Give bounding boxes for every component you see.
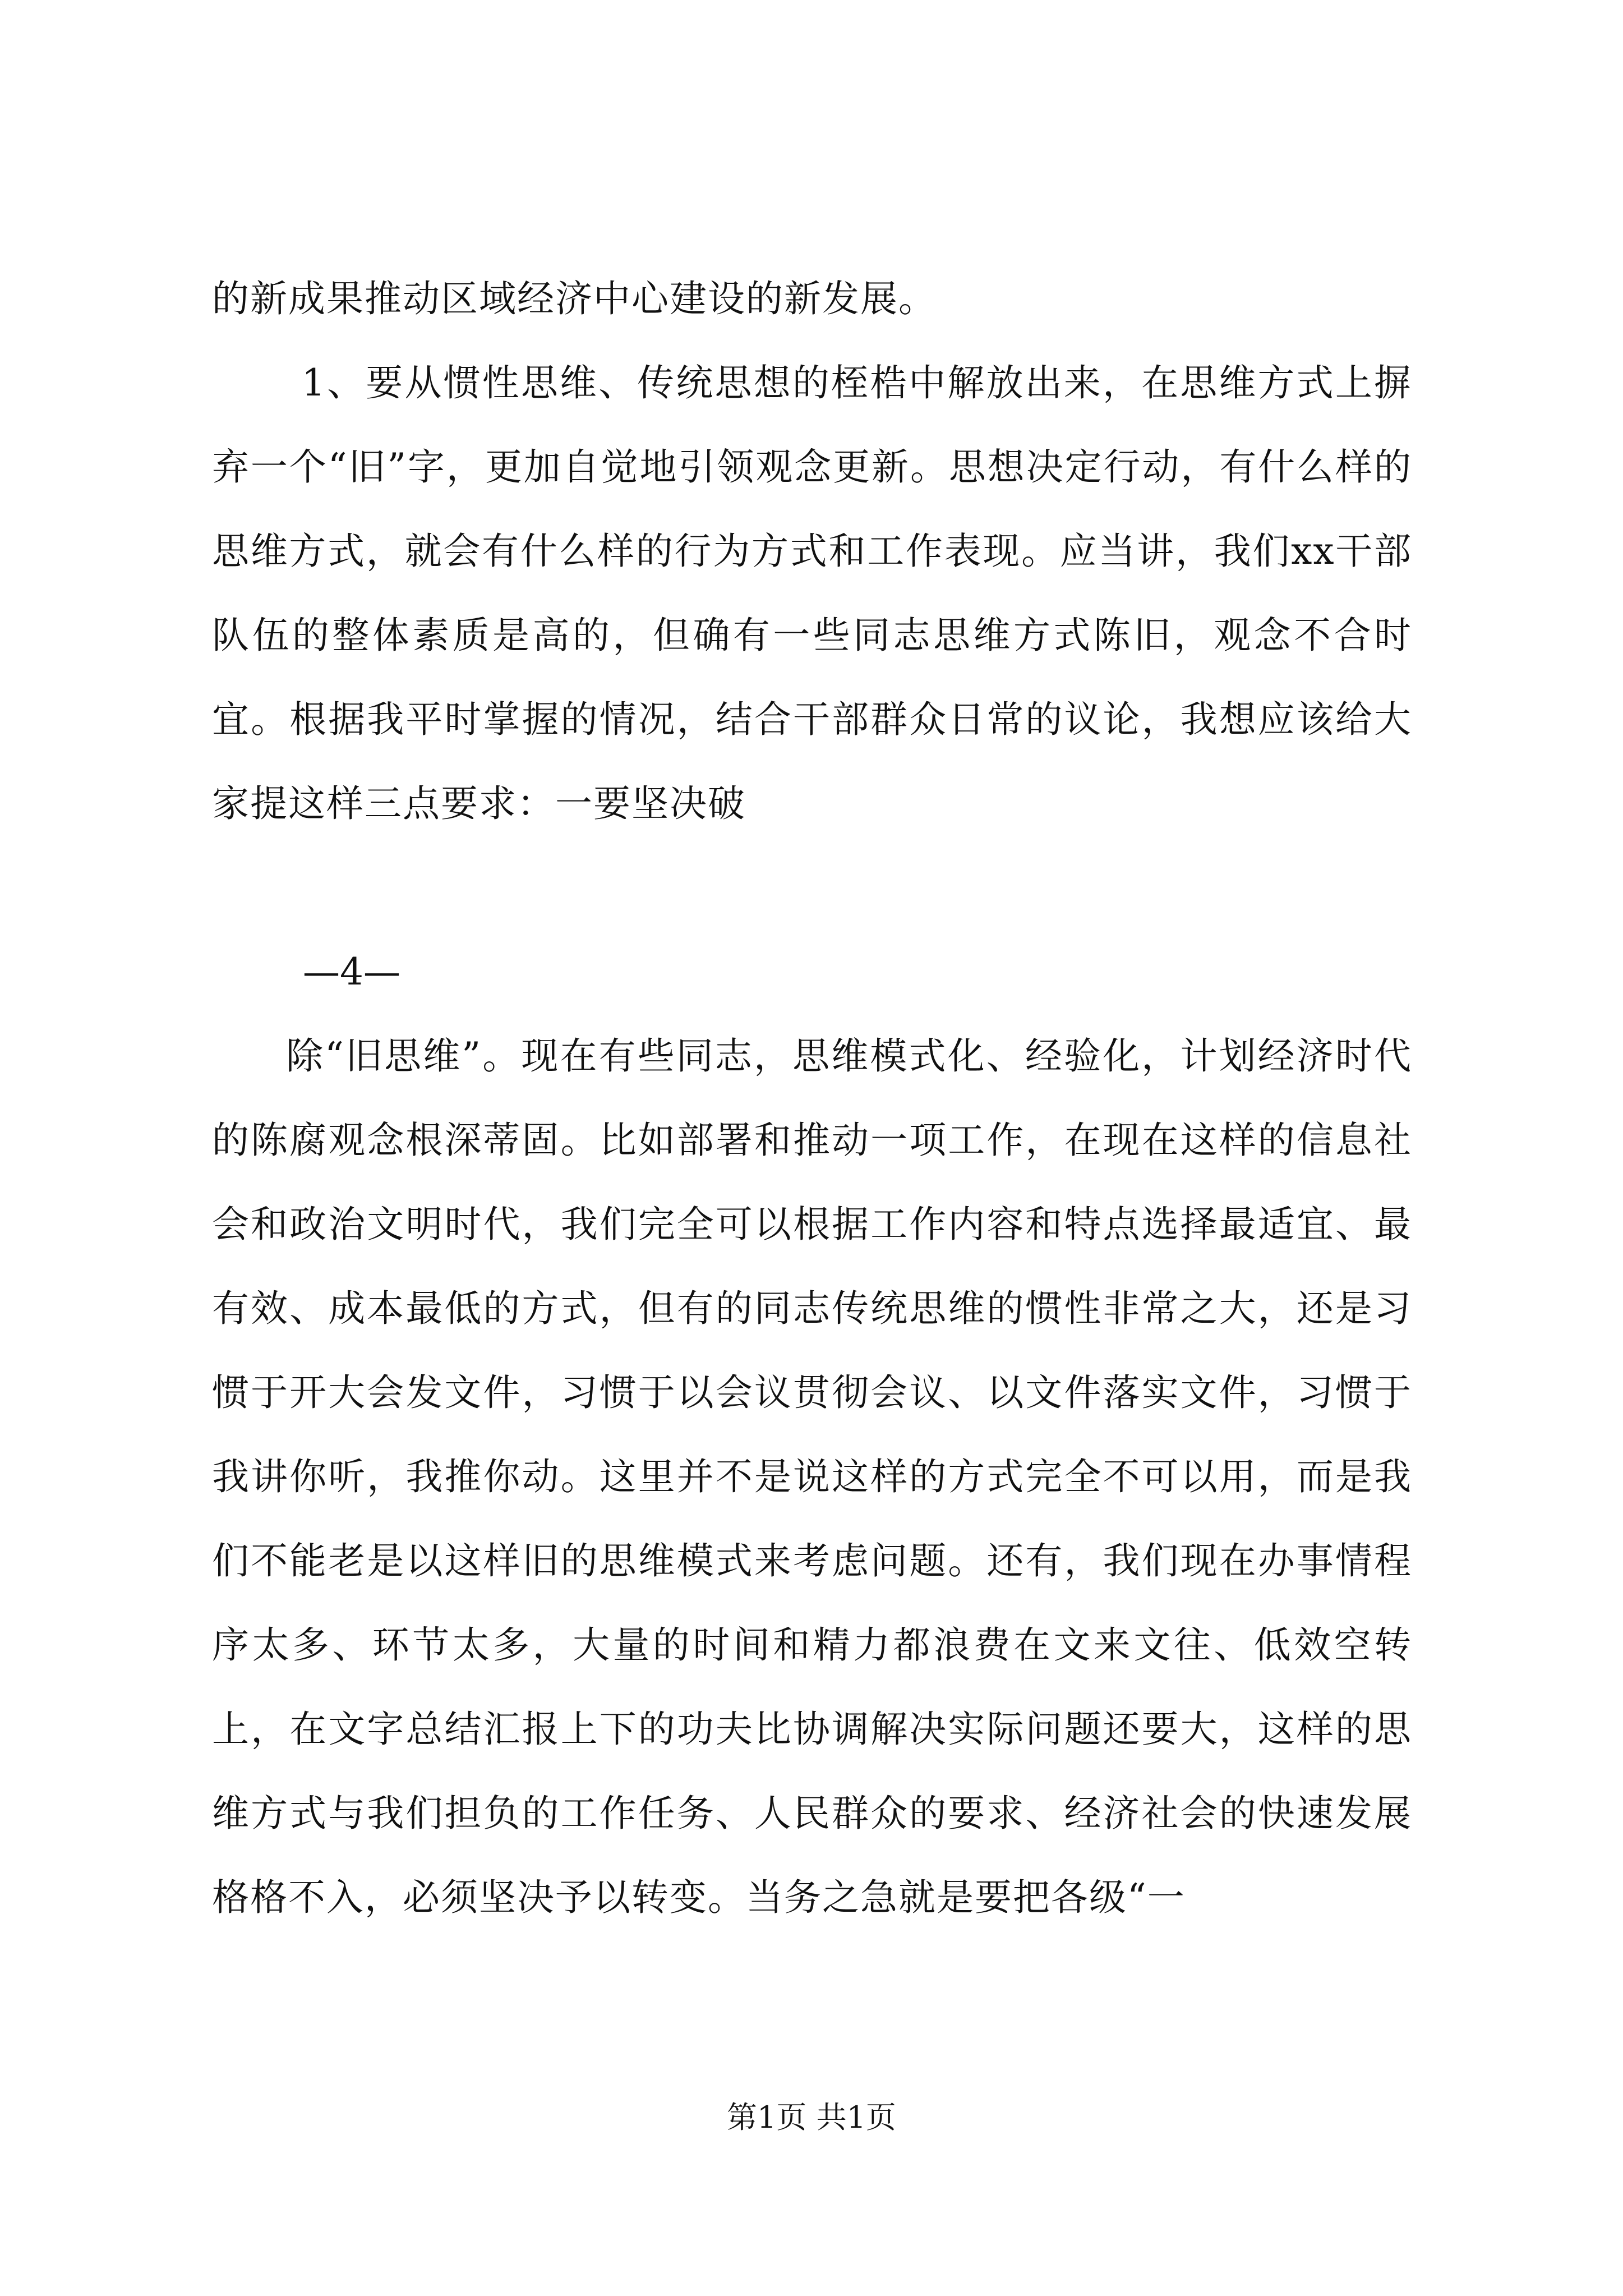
paragraph-continuation: 的新成果推动区域经济中心建设的新发展。	[212, 277, 937, 320]
paragraph-old-thinking: 除“旧思维”。现在有些同志，思维模式化、经验化，计划经济时代的陈腐观念根深蒂固。比如部署和推动一项工作，在现在这样的信息社会和政治文明时代，我们完全可以根据工作内容和特点选择最适宜、最有效、成本最低的方式，但有的同志传统思维的惯性非常之大，还是习惯于开大会发文件，习惯于以会议贯彻会议、以文件落实文件，习惯于我讲你听，我推你动。这里并不是说这样的方式完全不可以用，而是我们不能老是以这样旧的思维模式来考虑问题。还有，我们现在办事情程序太多、环节太多，大量的时间和精力都浪费在文来文往、低效空转上，在文字总结汇报上下的功夫比协调解决实际问题还要大，这样的思维方式与我们担负的工作任务、人民群众的要求、经济社会的快速发展格格不入，必须坚决予以转变。当务之急就是要把各级“一	[212, 1034, 1412, 1919]
page-footer: 第1页 共1页	[727, 2100, 896, 2135]
inner-page-number: —4—	[303, 950, 400, 993]
paragraph-point-1: 1、要从惯性思维、传统思想的桎梏中解放出来，在思维方式上摒弃一个“旧”字，更加自觉地引领观念更新。思想决定行动，有什么样的思维方式，就会有什么样的行为方式和工作表现。应当讲，我们xx干部队伍的整体素质是高的，但确有一些同志思维方式陈旧，观念不合时宜。根据我平时掌握的情况，结合干部群众日常的议论，我想应该给大家提这样三点要求：一要坚决破	[212, 361, 1412, 825]
